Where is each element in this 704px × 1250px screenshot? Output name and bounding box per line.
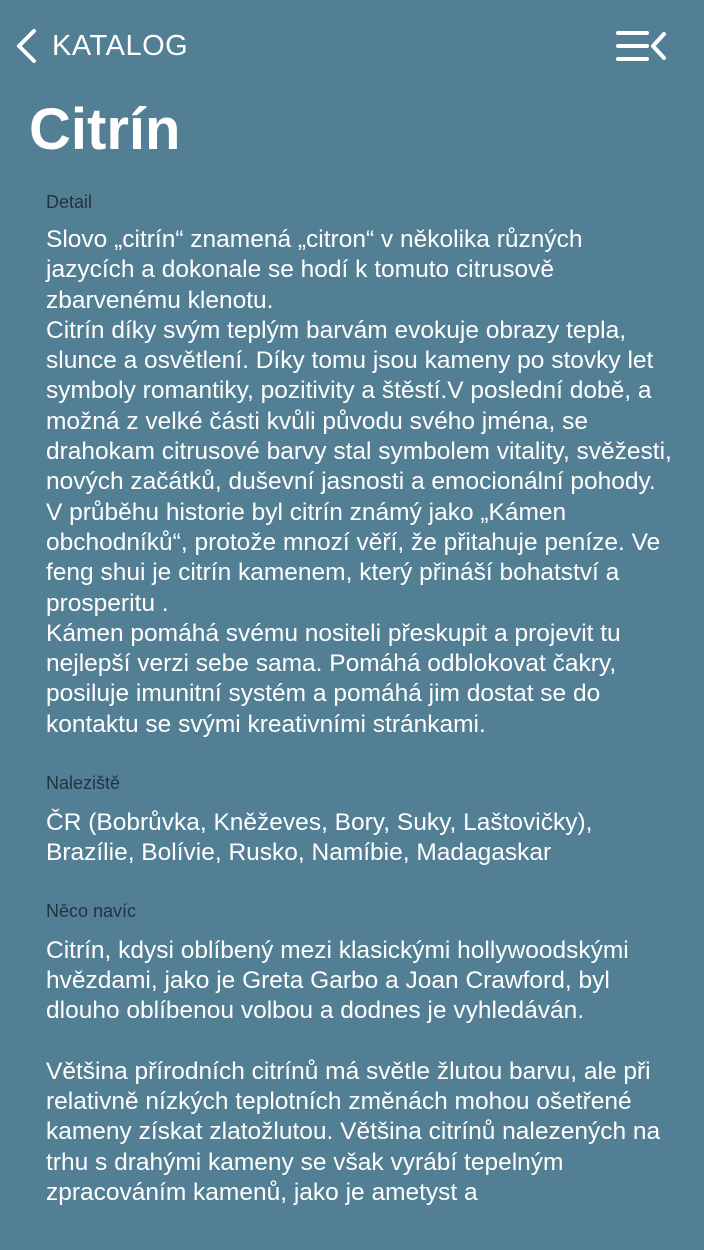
menu-collapse-icon [612,26,670,66]
back-button-label: KATALOG [52,30,189,62]
chevron-left-icon [14,28,40,64]
detail-section [46,190,672,740]
content [46,190,672,1208]
detail-text: Slovo „citrín“ znamená „citron“ v několika různých jazycích a dokonale se hodí k tomuto citrusově zbarvenému klenotu. Citrín díky svým teplým barvám evokuje obrazy tepla, slunce a osvětlení. Díky tomu jsou kameny po stovky let symboly romantiky, pozitivity a štěstí.V poslední době, a možná z velké části kvůli původu svého jména, se drahokam citrusové barvy stal symbolem vitality, svěžesti, nových začátků, duševní jasnosti a emocionální pohody. V průběhu historie byl citrín známý jako „Kámen obchodníků“, protože mnozí věří, že přitahuje peníze. Ve feng shui je citrín kamenem, který přináší bohatství a prosperitu . Kámen pomáhá svému nositeli přeskupit a projevit tu nejlepší verzi sebe sama. Pomáhá odblokovat čakry, posiluje imunitní systém a pomáhá jim dostat se do kontaktu se svými kreativními stránkami. [46,226,672,738]
menu-button[interactable] [612,26,670,66]
locations-text: ČR (Bobrůvka, Kněževes, Bory, Suky, Laštovičky), Brazílie, Bolívie, Rusko, Namíbie, Madagaskar [46,809,593,867]
page-title: Citrín [29,97,181,162]
extra-text: Citrín, kdysi oblíbený mezi klasickými hollywoodskými hvězdami, jako je Greta Garbo a Joan Crawford, byl dlouho oblíbenou volbou a dodnes je vyhledáván. Většina přírodních citrínů má světle žlutou barvu, ale při relativně nízkých teplotních změnách mohou ošetřené kameny získat zlatožlutou. Většina citrínů nalezených na trhu s drahými kameny se však vyrábí tepelným zpracováním kamenů, jako je ametyst a [46,936,661,1207]
navigation-bar [0,0,704,92]
back-button[interactable] [14,26,188,66]
locations-section [46,771,672,869]
detail-label: Detail [46,192,93,212]
extra-section [46,899,672,1209]
locations-label: Naleziště [46,773,121,794]
extra-label: Něco navíc [46,900,137,921]
